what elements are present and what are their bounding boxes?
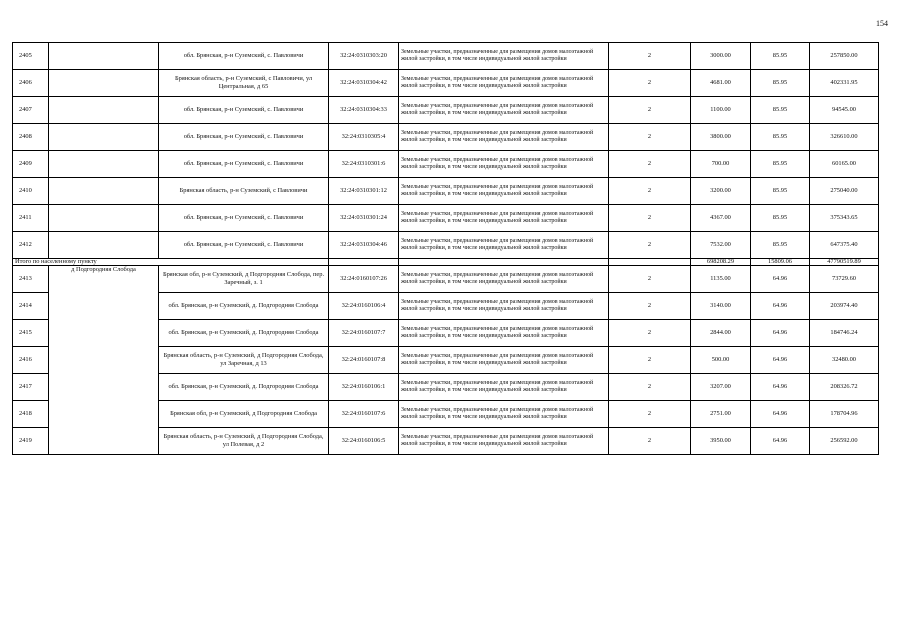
rate-cell: 64.96 [751, 374, 810, 401]
rate-cell: 85.95 [751, 97, 810, 124]
area-cell: 4681.00 [691, 70, 751, 97]
address-cell: обл. Брянская, р-н Суземский, с. Павловичи [159, 232, 329, 259]
land-use-cell: Земельные участки, предназначенные для размещения домов малоэтажной жилой застройки, в том числе индивидуальной жилой застройки [399, 320, 609, 347]
row-number: 2409 [13, 151, 49, 178]
rate-cell: 85.95 [751, 43, 810, 70]
class-cell: 2 [609, 205, 691, 232]
settlement-cell [49, 97, 159, 124]
area-cell: 4367.00 [691, 205, 751, 232]
address-cell: обл. Брянская, р-н Суземский, с. Павловичи [159, 124, 329, 151]
address-cell: обл. Брянская, р-н Суземский, д. Подгородняя Слобода [159, 293, 329, 320]
rate-cell: 64.96 [751, 428, 810, 455]
rows-after-subtotal [13, 266, 879, 455]
subtotal-section [13, 259, 879, 266]
settlement-label: д Подгородняя Слобода [49, 266, 159, 455]
class-cell: 2 [609, 374, 691, 401]
rate-cell: 64.96 [751, 347, 810, 374]
cadastral-value-cell: 402331.95 [810, 70, 879, 97]
class-cell: 2 [609, 43, 691, 70]
address-cell: обл. Брянская, р-н Суземский, с. Павловичи [159, 205, 329, 232]
area-cell: 3140.00 [691, 293, 751, 320]
rate-cell: 85.95 [751, 232, 810, 259]
cadastral-value-cell: 94545.00 [810, 97, 879, 124]
land-use-cell: Земельные участки, предназначенные для размещения домов малоэтажной жилой застройки, в том числе индивидуальной жилой застройки [399, 124, 609, 151]
settlement-cell [49, 151, 159, 178]
table-row [13, 151, 879, 178]
address-cell: Брянская область, р-н Суземский, д Подгородняя Слобода, ул Заречная, д 13 [159, 347, 329, 374]
cadastral-number-cell: 32:24:0310304:42 [329, 70, 399, 97]
row-number: 2410 [13, 178, 49, 205]
rate-cell: 85.95 [751, 151, 810, 178]
cadastral-value-cell: 647375.40 [810, 232, 879, 259]
land-use-cell: Земельные участки, предназначенные для размещения домов малоэтажной жилой застройки, в том числе индивидуальной жилой застройки [399, 293, 609, 320]
row-number: 2407 [13, 97, 49, 124]
class-cell: 2 [609, 266, 691, 293]
rate-cell: 64.96 [751, 266, 810, 293]
table-row [13, 266, 879, 293]
address-cell: Брянская обл, р-н Суземский, д Подгородняя Слобода [159, 401, 329, 428]
class-cell: 2 [609, 97, 691, 124]
class-cell: 2 [609, 151, 691, 178]
settlement-cell [49, 70, 159, 97]
row-number: 2405 [13, 43, 49, 70]
area-cell: 500.00 [691, 347, 751, 374]
rate-cell: 64.96 [751, 320, 810, 347]
subtotal-row [13, 259, 879, 266]
rate-cell: 64.96 [751, 401, 810, 428]
rate-cell: 85.95 [751, 70, 810, 97]
area-cell: 2751.00 [691, 401, 751, 428]
settlement-cell [49, 43, 159, 70]
address-cell: Брянская обл, р-н Суземский, д Подгородняя Слобода, пер. Заречный, з. 1 [159, 266, 329, 293]
address-cell: Брянская область, р-н Суземский, д Подгородняя Слобода, ул Полевая, д 2 [159, 428, 329, 455]
cadastral-number-cell: 32:24:0310301:24 [329, 205, 399, 232]
row-number: 2411 [13, 205, 49, 232]
land-use-cell: Земельные участки, предназначенные для размещения домов малоэтажной жилой застройки, в том числе индивидуальной жилой застройки [399, 151, 609, 178]
cadastral-number-cell: 32:24:0160106:5 [329, 428, 399, 455]
subtotal-empty-class [609, 259, 691, 266]
land-use-cell: Земельные участки, предназначенные для размещения домов малоэтажной жилой застройки, в том числе индивидуальной жилой застройки [399, 347, 609, 374]
cadastral-value-cell: 60165.00 [810, 151, 879, 178]
cadastral-value-cell: 256592.00 [810, 428, 879, 455]
cadastral-number-cell: 32:24:0160106:4 [329, 293, 399, 320]
table-row [13, 43, 879, 70]
land-use-cell: Земельные участки, предназначенные для размещения домов малоэтажной жилой застройки, в том числе индивидуальной жилой застройки [399, 205, 609, 232]
cadastral-number-cell: 32:24:0310304:46 [329, 232, 399, 259]
table-row [13, 178, 879, 205]
settlement-cell [49, 124, 159, 151]
land-use-cell: Земельные участки, предназначенные для размещения домов малоэтажной жилой застройки, в том числе индивидуальной жилой застройки [399, 266, 609, 293]
settlement-cell [49, 232, 159, 259]
address-cell: обл. Брянская, р-н Суземский, с. Павловичи [159, 151, 329, 178]
class-cell: 2 [609, 293, 691, 320]
cadastral-number-cell: 32:24:0310305:4 [329, 124, 399, 151]
rate-cell: 64.96 [751, 293, 810, 320]
cadastral-value-cell: 208326.72 [810, 374, 879, 401]
rows-before-subtotal [13, 43, 879, 259]
land-use-cell: Земельные участки, предназначенные для размещения домов малоэтажной жилой застройки, в том числе индивидуальной жилой застройки [399, 232, 609, 259]
rate-cell: 85.95 [751, 178, 810, 205]
subtotal-empty-cadastral [329, 259, 399, 266]
cadastral-number-cell: 32:24:0310303:20 [329, 43, 399, 70]
table-row [13, 232, 879, 259]
class-cell: 2 [609, 178, 691, 205]
table-row [13, 205, 879, 232]
land-use-cell: Земельные участки, предназначенные для размещения домов малоэтажной жилой застройки, в том числе индивидуальной жилой застройки [399, 178, 609, 205]
cadastral-value-cell: 73729.60 [810, 266, 879, 293]
area-cell: 1100.00 [691, 97, 751, 124]
land-use-cell: Земельные участки, предназначенные для размещения домов малоэтажной жилой застройки, в том числе индивидуальной жилой застройки [399, 428, 609, 455]
area-cell: 3950.00 [691, 428, 751, 455]
cadastral-value-cell: 375343.65 [810, 205, 879, 232]
row-number: 2417 [13, 374, 49, 401]
row-number: 2406 [13, 70, 49, 97]
rate-cell: 85.95 [751, 205, 810, 232]
settlement-cell [49, 205, 159, 232]
area-cell: 700.00 [691, 151, 751, 178]
cadastral-number-cell: 32:24:0310301:12 [329, 178, 399, 205]
address-cell: обл. Брянская, р-н Суземский, д. Подгородняя Слобода [159, 374, 329, 401]
row-number: 2412 [13, 232, 49, 259]
row-number: 2418 [13, 401, 49, 428]
subtotal-rate: 15809.06 [751, 259, 810, 266]
cadastral-value-table [12, 42, 879, 455]
subtotal-empty-use [399, 259, 609, 266]
address-cell: обл. Брянская, р-н Суземский, с. Павловичи [159, 97, 329, 124]
row-number: 2416 [13, 347, 49, 374]
cadastral-value-cell: 184746.24 [810, 320, 879, 347]
area-cell: 1135.00 [691, 266, 751, 293]
cadastral-value-cell: 178704.96 [810, 401, 879, 428]
subtotal-value: 47790519.89 [810, 259, 879, 266]
area-cell: 3800.00 [691, 124, 751, 151]
land-use-cell: Земельные участки, предназначенные для размещения домов малоэтажной жилой застройки, в том числе индивидуальной жилой застройки [399, 43, 609, 70]
class-cell: 2 [609, 124, 691, 151]
class-cell: 2 [609, 428, 691, 455]
cadastral-value-cell: 32480.00 [810, 347, 879, 374]
area-cell: 3207.00 [691, 374, 751, 401]
cadastral-value-cell: 257850.00 [810, 43, 879, 70]
land-use-cell: Земельные участки, предназначенные для размещения домов малоэтажной жилой застройки, в том числе индивидуальной жилой застройки [399, 374, 609, 401]
cadastral-value-cell: 326610.00 [810, 124, 879, 151]
cadastral-value-cell: 203974.40 [810, 293, 879, 320]
cadastral-value-cell: 275040.00 [810, 178, 879, 205]
row-number: 2414 [13, 293, 49, 320]
cadastral-number-cell: 32:24:0160107:6 [329, 401, 399, 428]
row-number: 2408 [13, 124, 49, 151]
subtotal-area: 698208.29 [691, 259, 751, 266]
area-cell: 2844.00 [691, 320, 751, 347]
row-number: 2419 [13, 428, 49, 455]
class-cell: 2 [609, 347, 691, 374]
class-cell: 2 [609, 232, 691, 259]
address-cell: Брянская область, р-н Суземский, с Павловичи [159, 178, 329, 205]
land-use-cell: Земельные участки, предназначенные для размещения домов малоэтажной жилой застройки, в том числе индивидуальной жилой застройки [399, 70, 609, 97]
cadastral-number-cell: 32:24:0160106:1 [329, 374, 399, 401]
class-cell: 2 [609, 70, 691, 97]
address-cell: обл. Брянская, р-н Суземский, с. Павловичи [159, 43, 329, 70]
table-row [13, 70, 879, 97]
address-cell: обл. Брянская, р-н Суземский, д. Подгородняя Слобода [159, 320, 329, 347]
area-cell: 3000.00 [691, 43, 751, 70]
area-cell: 7532.00 [691, 232, 751, 259]
class-cell: 2 [609, 320, 691, 347]
row-number: 2415 [13, 320, 49, 347]
land-use-cell: Земельные участки, предназначенные для размещения домов малоэтажной жилой застройки, в том числе индивидуальной жилой застройки [399, 97, 609, 124]
row-number: 2413 [13, 266, 49, 293]
page-number: 154 [876, 19, 888, 28]
land-use-cell: Земельные участки, предназначенные для размещения домов малоэтажной жилой застройки, в том числе индивидуальной жилой застройки [399, 401, 609, 428]
subtotal-label: Итого по населенному пункту [13, 259, 329, 266]
area-cell: 3200.00 [691, 178, 751, 205]
table-row [13, 124, 879, 151]
class-cell: 2 [609, 401, 691, 428]
cadastral-number-cell: 32:24:0160107:26 [329, 266, 399, 293]
cadastral-number-cell: 32:24:0310301:6 [329, 151, 399, 178]
rate-cell: 85.95 [751, 124, 810, 151]
cadastral-number-cell: 32:24:0310304:33 [329, 97, 399, 124]
settlement-cell [49, 178, 159, 205]
table-row [13, 97, 879, 124]
cadastral-number-cell: 32:24:0160107:8 [329, 347, 399, 374]
address-cell: Брянская область, р-н Суземский, с Павловичи, ул Центральная, д 65 [159, 70, 329, 97]
cadastral-number-cell: 32:24:0160107:7 [329, 320, 399, 347]
